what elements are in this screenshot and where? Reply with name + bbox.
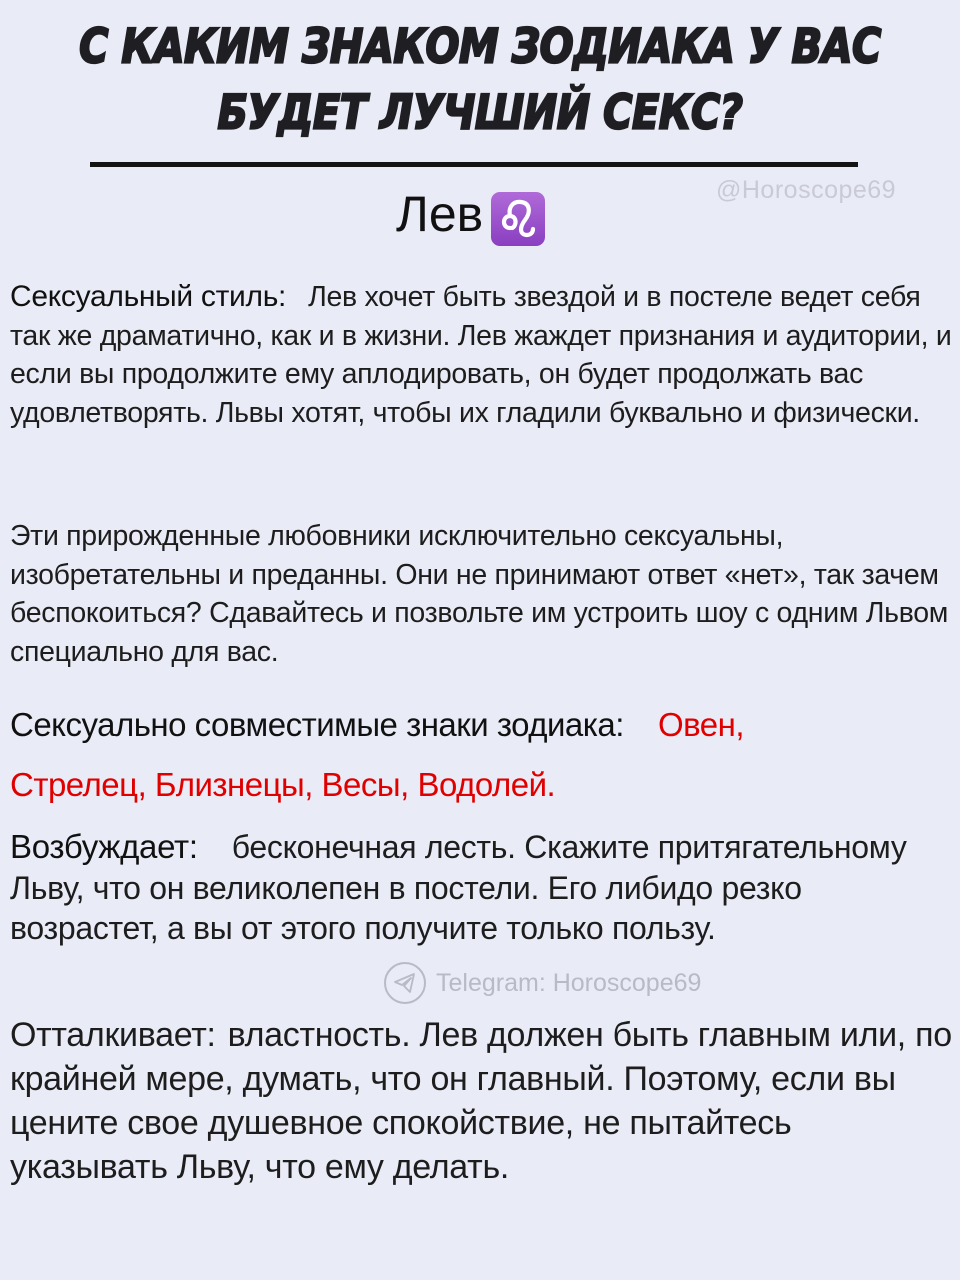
telegram-icon <box>384 962 426 1004</box>
telegram-watermark <box>384 962 701 1004</box>
arouses-label: Возбуждает: <box>10 828 198 865</box>
sexual-style-text: Лев хочет быть звездой и в постеле ведет себя так же драматично, как и в жизни. Лев жаждет признания и аудитории, и если вы продолжите ему аплодировать, он будет продолжать вас удовлетворять. Львы хотят, чтобы их гладили буквально и физически. <box>10 281 952 429</box>
repels-label: Отталкивает: <box>10 1016 216 1054</box>
compatible-label: Сексуально совместимые знаки зодиака: <box>10 706 624 743</box>
second-paragraph: Эти прирожденные любовники исключительно сексуальны, изобретательны и преданны. Они не принимают ответ «нет», так зачем беспокоиться? Сдавайтесь и позвольте им устроить шоу с одним Львом специально для вас. <box>10 520 949 668</box>
watermark-handle: @Horoscope69 <box>716 176 897 204</box>
compatible-signs-rest: Стрелец, Близнецы, Весы, Водолей. <box>10 766 556 803</box>
compatible-signs-first: Овен, <box>657 706 745 743</box>
repels-section <box>10 1013 956 1189</box>
sexual-style-label: Сексуальный стиль: <box>10 280 287 313</box>
leo-zodiac-icon <box>491 192 545 246</box>
title-line-1: С КАКИМ ЗНАКОМ ЗОДИАКА У ВАС <box>79 19 881 75</box>
telegram-label: Telegram: Horoscope69 <box>436 968 702 997</box>
sign-heading <box>396 178 545 250</box>
sexual-style-section <box>10 278 956 432</box>
arouses-text: бесконечная лесть. Скажите притягательному Льву, что он великолепен в постели. Его либидо резко возрастет, а вы от этого получите только пользу. <box>10 829 907 946</box>
sign-name: Лев <box>396 186 484 242</box>
title-line-2: БУДЕТ ЛУЧШИЙ СЕКС? <box>217 85 743 141</box>
arouses-section <box>10 828 956 950</box>
title-divider <box>90 162 858 167</box>
repels-text: властность. Лев должен быть главным или, по крайней мере, думать, что он главный. Поэтому, если вы цените свое душевное спокойствие, не пытайтесь указывать Льву, что ему делать. <box>10 1016 952 1186</box>
compatible-signs-section <box>10 695 956 815</box>
page-title <box>0 14 960 146</box>
